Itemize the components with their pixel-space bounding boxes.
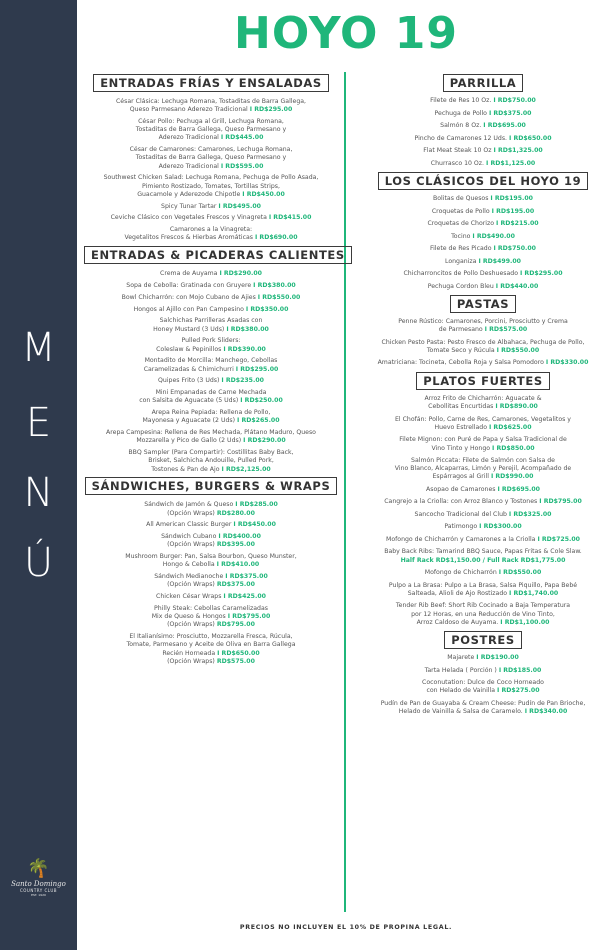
menu-item [84, 389, 338, 405]
footer-note: PRECIOS NO INCLUYEN EL 10% DE PROPINA LEGAL. [239, 924, 453, 931]
menu-item [84, 317, 338, 333]
menu-item [84, 306, 338, 314]
item-line: Pechuga de Pollo I RD$375.00 [434, 109, 532, 117]
item-line: Sándwich Cubano I RD$400.00 [161, 533, 261, 541]
item-line: Tostaditas de Barra Gallega, Queso Parmesano y [135, 154, 287, 162]
menu-item [84, 98, 338, 114]
menu-item [84, 593, 338, 601]
item-line: Half Rack RD$1,150.00 / Full Rack RD$1,775.00 [400, 556, 566, 564]
item-line: Tarta Helada ( Porción ) I RD$185.00 [424, 666, 542, 674]
menu-item [355, 122, 611, 130]
menu-item [84, 409, 338, 425]
item-line: Patimongo I RD$300.00 [444, 523, 522, 531]
item-line: All American Classic Burger I RD$450.00 [146, 521, 276, 529]
item-line: César Pollo: Pechuga al Grill, Lechuga Romana, [138, 118, 284, 125]
item-line: (Opción Wraps) RD$280.00 [167, 509, 255, 517]
item-line: Crema de Auyama I RD$290.00 [160, 270, 262, 278]
left-column [84, 74, 345, 670]
menu-item [355, 283, 611, 291]
item-line: Bowl Chicharrón: con Mojo Cubano de Ajies I RD$550.00 [121, 293, 301, 301]
menu-item [355, 270, 611, 278]
item-line: Mix de Queso & Hongos I RD$795.00 [151, 613, 271, 621]
menu-item [355, 511, 611, 519]
menu-item [355, 679, 611, 695]
item-line: Churrasco 10 Oz. I RD$1,125.00 [430, 159, 536, 167]
side-letter: M [21, 325, 56, 371]
menu-item [355, 97, 611, 105]
item-line: Vegetalitos Frescos & Hierbas Aromáticas I RD$690.00 [124, 234, 298, 242]
menu-item [355, 582, 611, 598]
item-line: Quipes Frito (3 Uds) I RD$235.00 [158, 377, 264, 385]
section-header: PASTAS [450, 295, 516, 313]
item-line: César Clásica: Lechuga Romana, Tostaditas de Barra Gallega, [115, 98, 307, 105]
item-line: Tender Rib Beef: Short Rib Cocinado a Baja Temperatura [395, 602, 571, 610]
item-line: por 12 Horas, en una Reducción de Vino Tinto, [411, 610, 555, 618]
item-line: Philly Steak: Cebollas Caramelizadas [154, 604, 268, 612]
item-line: Montadito de Morcilla: Manchego, Cebollas [144, 357, 278, 365]
menu-item [355, 135, 611, 143]
menu-item [355, 602, 611, 627]
menu-item [355, 700, 611, 716]
item-line: Salmón 8 Oz. I RD$695.00 [440, 122, 526, 129]
section-header: LOS CLÁSICOS DEL HOYO 19 [378, 172, 589, 190]
item-line: Mayonesa y Aguacate (2 Uds) I RD$265.00 [142, 417, 280, 425]
menu-item [355, 548, 611, 564]
item-line: Hongo & Cebolla I RD$410.00 [162, 561, 260, 569]
item-line: Amatriciana: Tocineta, Cebolla Roja y Salsa Pomodoro I RD$330.00 [377, 359, 589, 367]
item-line: Huevo Estrellado I RD$625.00 [434, 423, 532, 431]
item-line: Asopao de Camarones I RD$695.00 [425, 485, 540, 493]
menu-item [355, 395, 611, 411]
item-line: Flat Meat Steak 10 Oz I RD$1,325.00 [423, 147, 543, 154]
menu-item [84, 377, 338, 385]
section-header: ENTRADAS & PICADERAS CALIENTES [84, 246, 352, 264]
menu-item [355, 416, 611, 432]
menu-item [84, 429, 338, 445]
logo-subtitle: COUNTRY CLUB [19, 888, 58, 893]
column-divider [344, 72, 346, 912]
menu-item [355, 195, 611, 203]
item-line: Brisket, Salchicha Andouille, Pulled Pork, [148, 457, 274, 465]
menu-item [355, 436, 611, 452]
item-line: Baby Back Ribs: Tamarind BBQ Sauce, Papas Fritas & Cole Slaw. [384, 548, 582, 556]
menu-item [355, 498, 611, 506]
logo-name: Santo Domingo [11, 880, 66, 888]
item-line: Caramelizadas & Chimichurri I RD$295.00 [143, 365, 279, 373]
menu-item [84, 501, 338, 517]
item-line: Guacamole y Aderezode Chipotle I RD$450.00 [137, 190, 285, 198]
item-line: Filete Mignon: con Puré de Papa y Salsa Tradicional de [399, 436, 567, 444]
item-line: Mozzarella y Pico de Gallo (2 Uds) I RD$290.00 [136, 437, 286, 445]
section-header: SÁNDWICHES, BURGERS & WRAPS [85, 477, 338, 495]
menu-item [84, 214, 338, 222]
menu-item [84, 449, 338, 474]
item-line: Espárragos al Grill I RD$990.00 [432, 473, 534, 481]
menu-item [355, 359, 611, 367]
item-line: Queso Parmesano Aderezo Tradicional I RD$295.00 [129, 106, 293, 114]
menu-item [84, 337, 338, 353]
item-line: Ceviche Clásico con Vegetales Frescos y Vinagreta I RD$415.00 [110, 214, 312, 222]
item-line: Penne Rústico: Camarones, Porcini, Prosciutto y Crema [398, 318, 568, 325]
menu-item [355, 486, 611, 494]
item-line: Southwest Chicken Salad: Lechuga Romana, Pechuga de Pollo Asada, [103, 174, 319, 182]
item-line: Majarete I RD$190.00 [447, 654, 519, 662]
item-line: Cangrejo a la Criolla: con Arroz Blanco y Tostones I RD$795.00 [384, 498, 582, 506]
item-line: Vino Tinto y Hongo I RD$850.00 [431, 444, 535, 452]
side-letter: E [25, 400, 52, 446]
item-line: Salmón Piccata: Filete de Salmón con Salsa de [411, 457, 555, 465]
item-line: Sándwich Medianoche I RD$375.00 [154, 573, 268, 581]
item-line: Longaniza I RD$499.00 [445, 257, 521, 265]
item-line: Chicken Pesto Pasta: Pesto Fresco de Albahaca, Pechuga de Pollo, [381, 338, 585, 346]
item-line: Filete de Res 10 Oz. I RD$750.00 [430, 97, 536, 104]
item-line: Spicy Tunar Tartar I RD$495.00 [161, 202, 261, 210]
menu-item [84, 533, 338, 549]
side-letter: N [23, 470, 54, 516]
item-line: (Opción Wraps) RD$375.00 [167, 581, 255, 589]
item-line: Pimiento Rostizado, Tomates, Tortillas Strips, [142, 182, 280, 190]
menu-title: HOYO 19 [234, 8, 458, 59]
item-line: Arroz Frito de Chicharrón: Aguacate & [424, 394, 542, 402]
item-line: Arepa Campesina: Rellena de Res Mechada, Plátano Maduro, Queso [106, 429, 316, 437]
section-header: PARRILLA [443, 74, 524, 92]
item-line: Tomate, Parmesano y Aceite de Oliva en Barra Gallega [126, 641, 296, 649]
item-line: Mofongo de Chicharrón I RD$550.00 [424, 569, 542, 577]
menu-item [84, 573, 338, 589]
menu-item [84, 174, 338, 199]
item-line: Hongos al Ajillo con Pan Campesino I RD$350.00 [133, 305, 289, 313]
menu-item [84, 633, 338, 666]
item-line: Salteada, Alioli de Ajo Rostizado I RD$1,740.00 [407, 589, 559, 597]
menu-item [84, 605, 338, 630]
item-line: Chicharroncitos de Pollo Deshuesado I RD$295.00 [403, 270, 563, 277]
menu-item [355, 339, 611, 355]
menu-item [84, 294, 338, 302]
menu-item [355, 208, 611, 216]
item-line: Croquetas de Pollo I RD$195.00 [431, 207, 535, 215]
item-line: Helado de Vainilla & Salsa de Caramelo. I RD$340.00 [398, 708, 568, 716]
menu-item [84, 282, 338, 290]
item-line: Arroz Caldoso de Auyama. I RD$1,100.00 [416, 618, 550, 626]
item-line: con Salsita de Aguacate (5 Uds) I RD$250.00 [139, 397, 283, 405]
item-line: Sancocho Tradicional del Club I RD$325.00 [414, 510, 552, 518]
item-line: (Opción Wraps) RD$395.00 [167, 541, 255, 549]
item-line: Aderezo Tradicional I RD$595.00 [158, 162, 264, 170]
menu-item [84, 203, 338, 211]
item-line: (Opción Wraps) RD$795.00 [167, 621, 255, 629]
item-line: Aderezo Tradicional I RD$445.00 [158, 134, 264, 142]
menu-item [355, 258, 611, 266]
menu-item [355, 245, 611, 253]
menu-item [355, 654, 611, 662]
item-line: El Italianísimo: Prosciutto, Mozzarella Fresca, Rúcula, [129, 633, 293, 641]
item-line: Mini Empanadas de Carne Mechada [155, 389, 267, 397]
menu-item [84, 521, 338, 529]
item-line: Pechuga Cordon Bleu I RD$440.00 [427, 282, 539, 290]
menu-item [355, 569, 611, 577]
item-line: de Parmesano I RD$575.00 [438, 326, 528, 334]
item-line: Honey Mustard (3 Uds) I RD$380.00 [153, 325, 269, 333]
menu-item [355, 110, 611, 118]
menu-item [355, 523, 611, 531]
item-line: Tomate Seco y Rúcula I RD$550.00 [426, 346, 540, 354]
item-line: Camarones a la Vinagreta: [169, 226, 253, 234]
club-logo [5, 860, 72, 897]
menu-item [84, 357, 338, 373]
item-line: Bolitas de Quesos I RD$195.00 [433, 195, 533, 202]
logo-established: EST. 1920 [31, 893, 46, 897]
menu-item [84, 270, 338, 278]
menu-item [355, 536, 611, 544]
menu-item [355, 220, 611, 228]
menu-item [355, 457, 611, 482]
sidebar [0, 0, 77, 950]
item-line: con Helado de Vainilla I RD$275.00 [426, 687, 540, 695]
section-header: ENTRADAS FRÍAS Y ENSALADAS [93, 74, 329, 92]
item-line: Cebollitas Encurtidas I RD$890.00 [428, 403, 538, 411]
item-line: Pulled Pork Sliders: [181, 337, 241, 345]
item-line: César de Camarones: Camarones, Lechuga Romana, [129, 146, 293, 154]
menu-item [84, 226, 338, 242]
menu-item [84, 553, 338, 569]
section-header: POSTRES [444, 631, 522, 649]
item-line: (Opción Wraps) RD$575.00 [167, 657, 255, 665]
item-line: Sopa de Cebolla: Gratinada con Gruyere I RD$380.00 [126, 282, 296, 289]
item-line: Chicken César Wraps I RD$425.00 [156, 593, 266, 601]
item-line: BBQ Sampler (Para Compartir): Costillitas Baby Back, [128, 449, 294, 457]
menu-item [355, 318, 611, 334]
item-line: Pincho de Camarones 12 Uds. I RD$650.00 [414, 134, 552, 142]
item-line: Tostones & Pan de Ajo I RD$2,125.00 [151, 465, 271, 473]
menu-item [355, 233, 611, 241]
menu-item [84, 146, 338, 171]
item-line: Arepa Reina Pepiada: Rellena de Pollo, [151, 409, 271, 417]
menu-item [355, 667, 611, 675]
item-line: Tostaditas de Barra Gallega, Queso Parmesano y [135, 126, 287, 134]
menu-item [355, 147, 611, 155]
item-line: Croquetas de Chorizo I RD$215.00 [427, 220, 539, 227]
menu-item [84, 118, 338, 143]
item-line: Pulpo a La Brasa: Pulpo a La Brasa, Salsa Piquillo, Papa Bebé [388, 581, 578, 589]
section-header: PLATOS FUERTES [416, 372, 549, 390]
item-line: Tocino I RD$490.00 [451, 232, 515, 240]
item-line: Vino Blanco, Alcaparras, Limón y Perejil, Acompañado de [394, 465, 572, 473]
side-letter: Ú [23, 540, 54, 586]
menu-item [355, 160, 611, 168]
item-line: Mofongo de Chicharrón y Camarones a la Criolla I RD$725.00 [385, 535, 580, 543]
item-line: Filete de Res Picado I RD$750.00 [429, 245, 536, 252]
item-line: Sándwich de Jamón & Queso I RD$285.00 [144, 501, 278, 509]
right-column [355, 74, 611, 721]
item-line: Pudín de Pan de Guayaba & Cream Cheese: Pudín de Pan Brioche, [380, 699, 586, 707]
item-line: El Chofán: Pollo, Carne de Res, Camarones, Vegetalitos y [395, 415, 571, 423]
item-line: Coleslaw & Pepinillos I RD$390.00 [156, 345, 266, 353]
item-line: Mushroom Burger: Pan, Salsa Bourbon, Queso Munster, [125, 553, 297, 561]
item-line: Coconutation: Dulce de Coco Horneado [422, 679, 544, 687]
item-line: Salchichas Parrilleras Asadas con [159, 317, 263, 325]
palm-tree-icon: 🌴 [27, 858, 50, 879]
item-line: Recién Horneada I RD$650.00 [162, 649, 260, 657]
